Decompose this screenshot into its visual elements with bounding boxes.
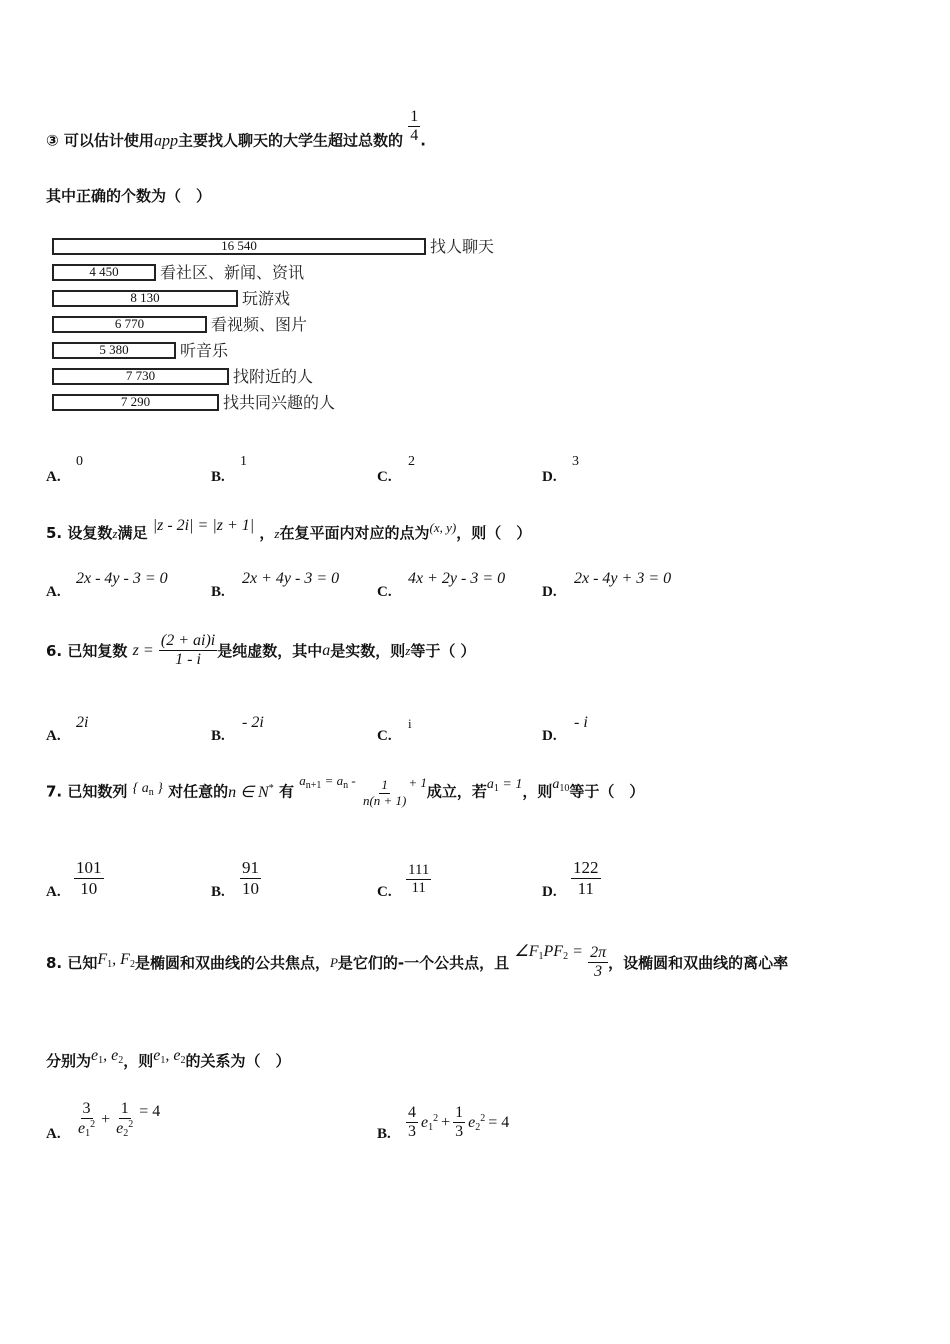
q5-option-d[interactable]: D. [542,584,557,600]
chart-bar [52,316,207,333]
chart-bar [52,238,426,255]
q8-option-a-value: $\frac{3}{e_1^2}$ + $\frac{1}{e_2^2}$ = 4 [78,1100,161,1140]
chart-bar-value: 7 730 [125,368,156,383]
statement-3-suffix: . [420,131,426,150]
q6-option-c-value: i [408,716,412,731]
q7-option-a[interactable]: A. [46,884,61,900]
statement-3-prefix: ③ 可以估计使用 [46,131,154,150]
q8-option-b[interactable]: B. [377,1126,391,1142]
q6-option-d-value: - i [574,714,588,731]
q7-sequence: { $a_n$ } [132,781,163,799]
chart-bar-label: 玩游戏 [242,289,291,308]
chart-bar-label: 找人聊天 [430,237,495,256]
chart-bar-value: 8 130 [130,290,160,305]
chart-bar-value: 16 540 [221,238,257,253]
q4-option-a-value: 0 [76,454,83,469]
q6-option-b[interactable]: B. [211,728,225,744]
question-8-line-2: 分别为$e_1$, $e_2$，则$e_1$, $e_2$的关系为（ ） [46,1047,291,1070]
chart-bar-label: 看社区、新闻、资讯 [160,263,305,282]
q4-option-c-value: 2 [408,454,415,469]
q6-option-b-value: - 2i [242,714,264,731]
q4-option-d-value: 3 [572,454,579,469]
question-8: 8. 已知$F_1$, $F_2$是椭圆和双曲线的公共焦点，P是它们的-一个公共点，且 $\angle F_1PF_2$ = $\frac{2\pi}{3}$ ，设椭圆和双曲线的离心率 [46,943,789,981]
question-6: 6. 已知复数 z = $\frac{(2 + ai)i}{1 - i}$ 是纯虚数，其中a是实数，则z等于（ ） [46,632,476,669]
q8-angle-fraction: $\frac{2\pi}{3}$ [590,944,607,981]
q6-fraction: $\frac{(2 + ai)i}{1 - i}$ [160,632,216,669]
q8-number: 8. [46,953,63,972]
question-7: 7. 已知数列 { $a_n$ } 对任意的n ∈ N* 有 $a_{n+1} = a_n$ - $\frac{1}{n(n + 1)}$ + 1成立，若$a_1 = 1$，则$a_{10}$等于（ ） [46,772,645,808]
statement-3 [46,108,426,160]
chart-bar [52,342,176,359]
q6-number: 6. [46,641,63,660]
q5-option-b-value: 2x + 4y - 3 = 0 [242,570,340,587]
chart-bar-label: 看视频、图片 [211,315,308,334]
q7-option-c[interactable]: C. [377,884,392,900]
q4-option-c[interactable]: C. [377,469,392,485]
q8-option-a[interactable]: A. [46,1126,61,1142]
bar-chart [52,232,532,422]
chart-bar-value: 5 380 [99,342,129,357]
q5-option-a[interactable]: A. [46,584,61,600]
q7-option-a-value: $\frac{101}{10}$ [76,858,102,898]
q4-option-b-value: 1 [240,454,247,469]
question-intro: 其中正确的个数为（ ） [46,187,212,205]
q7-option-b-value: $\frac{91}{10}$ [242,858,259,898]
q7-option-d[interactable]: D. [542,884,557,900]
q7-option-c-value: $\frac{111}{11}$ [408,862,430,897]
q5-option-b[interactable]: B. [211,584,225,600]
chart-bar-label: 找附近的人 [233,367,314,386]
q5-option-a-value: 2x - 4y - 3 = 0 [76,570,168,587]
q8-option-b-value: $\frac{4}{3}$ $e_1^2$ + $\frac{1}{3}$ $e_2^2$ = 4 [408,1104,510,1141]
q5-option-c-value: 4x + 2y - 3 = 0 [408,570,506,587]
q7-fraction: $\frac{1}{n(n + 1)}$ [362,777,407,808]
q6-option-a[interactable]: A. [46,728,61,744]
q7-option-d-value: $\frac{122}{11}$ [573,858,599,898]
fraction-one-quarter: $\frac{1}{4}$ [410,108,419,145]
q4-option-b[interactable]: B. [211,469,225,485]
q4-option-d[interactable]: D. [542,469,557,485]
chart-bar [52,264,156,281]
q4-option-a[interactable]: A. [46,469,61,485]
chart-bar-value: 6 770 [114,316,145,331]
q7-option-b[interactable]: B. [211,884,225,900]
q6-option-a-value: 2i [76,714,89,731]
chart-bar [52,368,229,385]
chart-bar-value: 7 290 [120,394,151,409]
q5-option-d-value: 2x - 4y + 3 = 0 [574,570,672,587]
q5-number: 5. [46,524,63,542]
q5-option-c[interactable]: C. [377,584,392,600]
chart-bar-label: 听音乐 [180,341,229,360]
q6-option-c[interactable]: C. [377,728,392,744]
q5-condition: |z - 2i| = |z + 1| [152,517,255,534]
chart-bar-value: 4 450 [89,264,119,279]
chart-bar [52,394,219,411]
q7-number: 7. [46,782,63,801]
question-5: 5. 设复数z满足 |z - 2i| = |z + 1| ，z在复平面内对应的点为(x, y)，则（ ） [46,517,532,542]
statement-3-middle: 主要找人聊天的大学生超过总数的 [177,131,403,150]
app-text: app [153,132,178,150]
chart-bar-label: 找共同兴趣的人 [223,393,336,412]
chart-bar [52,290,238,307]
q7-recurrence: $a_{n+1} = a_n$ - [299,772,356,791]
q6-option-d[interactable]: D. [542,728,557,744]
